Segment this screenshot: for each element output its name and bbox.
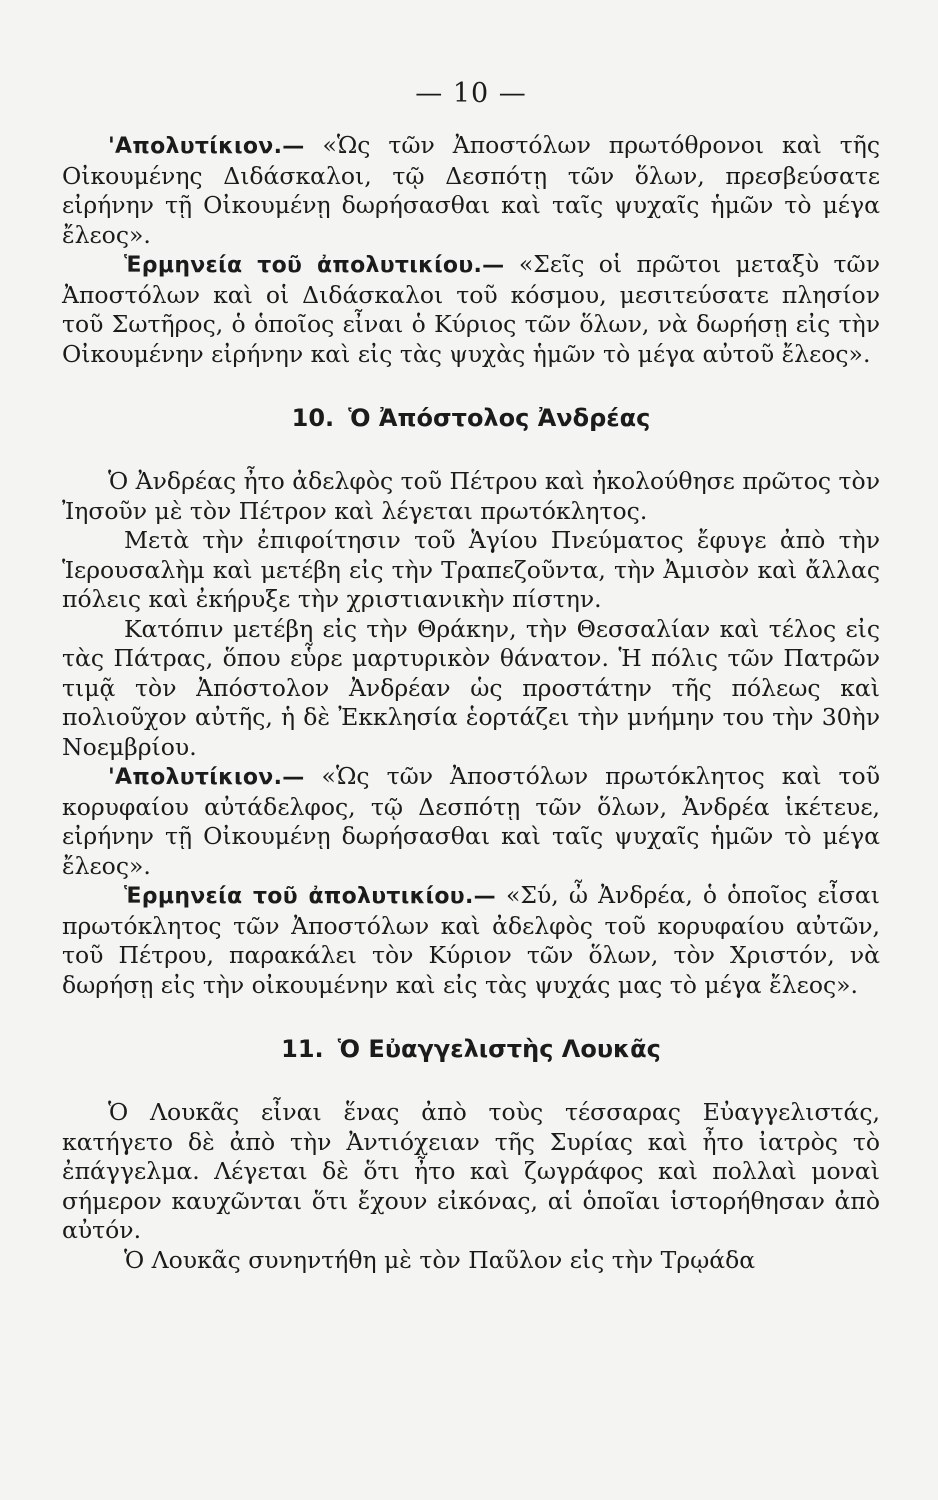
paragraph-luke-paul: Ὁ Λουκᾶς συνηντήθη μὲ τὸν Παῦλον εἰς τὴν Τρῳάδα: [124, 1245, 756, 1274]
interpretation-paragraph-2: [62, 881, 880, 1000]
apolytikion-heading-1: 'Απολυτίκιον.—: [108, 134, 305, 159]
apolytikion-text-2: «Ὡς τῶν Ἀποστόλων πρωτόκλητος καὶ τοῦ κορυφαίου αὐτάδελφος, τῷ Δεσπότῃ τῶν ὅλων, Ἀνδρέα ἱκέτευε, εἰρήνην τῇ Οἰκουμένῃ δωρήσασθαι καὶ ταῖς ψυχαῖς ἡμῶν τὸ μέγα ἔλεος».: [62, 762, 880, 880]
apolytikion-paragraph-1: [62, 131, 880, 250]
apolytikion-text-1: «Ὡς τῶν Ἀποστόλων πρωτόθρονοι καὶ τῆς Οἰκουμένης Διδάσκαλοι, τῷ Δεσπότῃ τῶν ὅλων, πρεσβεύσατε εἰρήνην τῇ Οἰκουμένῃ δωρήσασθαι καὶ ταῖς ψυχαῖς ἡμῶν τὸ μέγα ἔλεος».: [62, 131, 880, 249]
section-number-11: 11.: [281, 1035, 324, 1063]
page-number: — 10 —: [415, 78, 527, 109]
interpretation-text-2: «Σύ, ὦ Ἀνδρέα, ὁ ὁποῖος εἶσαι πρωτόκλητος τῶν Ἀποστόλων καὶ ἀδελφὸς τοῦ κορυφαίου αὐτῶν, τοῦ Πέτρου, παρακάλει τὸν Κύριον τῶν ὅλων, τὸν Χριστόν, νὰ δωρήσῃ εἰς τὴν οἰκουμένην καὶ εἰς τὰς ψυχάς μας τὸ μέγα ἔλεος».: [62, 881, 880, 999]
paragraph-andrew-mission: Μετὰ τὴν ἐπιφοίτησιν τοῦ Ἁγίου Πνεύματος ἔφυγε ἀπὸ τὴν Ἱερουσαλὴμ καὶ μετέβη εἰς τὴν Τραπεζοῦντα, τὴν Ἀμισὸν καὶ ἄλλας πόλεις καὶ ἐκήρυξε τὴν χριστιανικὴν πίστην.: [62, 526, 880, 613]
paragraph-andrew-intro: Ὁ Ἀνδρέας ἦτο ἀδελφὸς τοῦ Πέτρου καὶ ἠκολούθησε πρῶτος τὸν Ἰησοῦν μὲ τὸν Πέτρον καὶ λέγεται πρωτόκλητος.: [62, 467, 880, 525]
section-number-10: 10.: [291, 404, 335, 432]
interpretation-text-1: «Σεῖς οἱ πρῶτοι μεταξὺ τῶν Ἀποστόλων καὶ οἱ Διδάσκαλοι τοῦ κόσμου, μεσιτεύσατε πλησίον τοῦ Σωτῆρος, ὁ ὁποῖος εἶναι ὁ Κύριος τῶν ὅλων, νὰ δωρήσῃ εἰς τὴν Οἰκουμένην εἰρήνην καὶ εἰς τὰς ψυχὰς ἡμῶν τὸ μέγα αὐτοῦ ἔλεος».: [62, 250, 880, 368]
interpretation-heading-1: Ἑρμηνεία τοῦ ἀπολυτικίου.—: [124, 253, 505, 278]
interpretation-heading-2: Ἑρμηνεία τοῦ ἀπολυτικίου.—: [124, 884, 496, 909]
section-heading-luke: [62, 1034, 880, 1064]
paragraph-andrew-martyrdom: Κατόπιν μετέβη εἰς τὴν Θράκην, τὴν Θεσσαλίαν καὶ τέλος εἰς τὰς Πάτρας, ὅπου εὗρε μαρτυρικὸν θάνατον. Ἡ πόλις τῶν Πατρῶν τιμᾷ τὸν Ἀπόστολον Ἀνδρέαν ὡς προστάτην τῆς πόλεως καὶ πολιοῦχον αὐτῆς, ἡ δὲ Ἐκκλησία ἑορτάζει τὴν μνήμην του τὴν 30ὴν Νοεμβρίου.: [62, 614, 880, 761]
section-heading-andrew: [62, 403, 880, 433]
paragraph-luke-intro: Ὁ Λουκᾶς εἶναι ἕνας ἀπὸ τοὺς τέσσαρας Εὐαγγελιστάς, κατήγετο δὲ ἀπὸ τὴν Ἀντιόχειαν τῆς Συρίας καὶ ἦτο ἰατρὸς τὸ ἐπάγγελμα. Λέγεται δὲ ὅτι ἦτο καὶ ζωγράφος καὶ πολλαὶ μοναὶ σήμερον καυχῶνται ὅτι ἔχουν εἰκόνας, αἱ ὁποῖαι ἱστορήθησαν ἀπὸ αὐτόν.: [62, 1098, 880, 1244]
interpretation-paragraph-1: [62, 250, 880, 369]
section-title-andrew: Ὁ Ἀπόστολος Ἀνδρέας: [348, 404, 651, 432]
apolytikion-paragraph-2: [62, 762, 880, 881]
section-title-luke: Ὁ Εὐαγγελιστὴς Λουκᾶς: [337, 1035, 661, 1063]
apolytikion-heading-2: 'Απολυτίκιον.—: [108, 765, 305, 790]
